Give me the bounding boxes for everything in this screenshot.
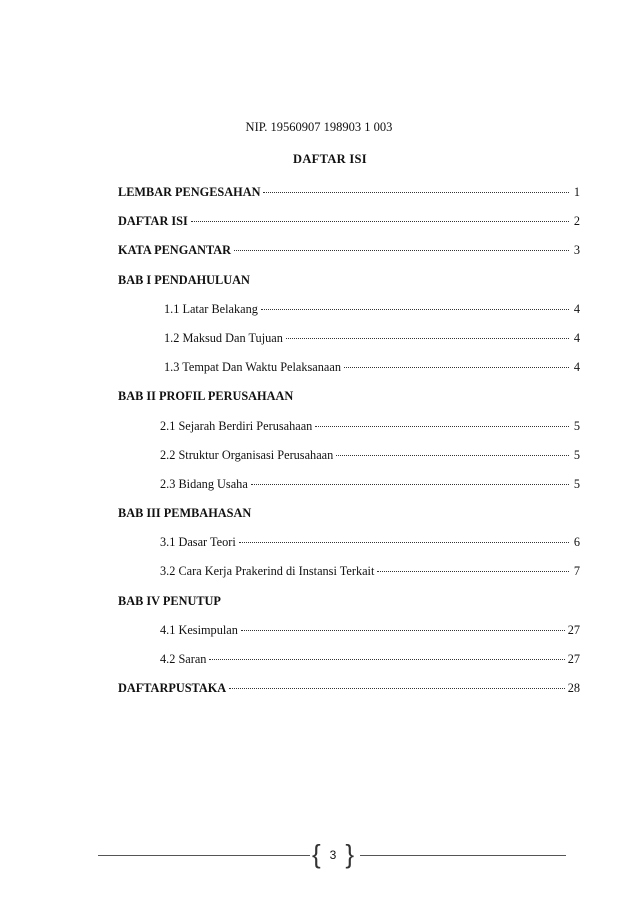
toc-leader-dots: [261, 309, 569, 310]
toc-entry-label: 2.3 Bidang Usaha: [160, 476, 248, 491]
toc-leader-dots: [286, 338, 569, 339]
toc-entry-page: 27: [567, 622, 580, 637]
toc-leader-dots: [234, 250, 569, 251]
toc-leader-dots: [344, 367, 569, 368]
footer-rule-right: [360, 855, 566, 856]
toc-entry-page: 5: [573, 476, 580, 491]
toc-entry: [118, 616, 580, 645]
toc-entry-label: 2.2 Struktur Organisasi Perusahaan: [160, 447, 334, 462]
toc-entry-label: 3.2 Cara Kerja Prakerind di Instansi Terkait: [160, 564, 375, 579]
toc-entry-label: 1.3 Tempat Dan Waktu Pelaksanaan: [164, 360, 341, 375]
toc-entry-label: DAFTAR ISI: [118, 214, 188, 229]
right-brace-icon: }: [345, 839, 354, 869]
toc-entry-page: 27: [567, 652, 580, 666]
toc-entry: [118, 353, 580, 382]
nip-line: NIP. 19560907 198903 1 003: [245, 120, 393, 134]
toc-entry-label: LEMBAR PENGESAHAN: [118, 185, 261, 199]
toc-leader-dots: [191, 221, 569, 222]
left-brace-icon: {: [312, 839, 321, 869]
toc-entry: [118, 470, 580, 499]
toc-leader-dots: [241, 630, 565, 631]
footer-rule-left: [98, 855, 310, 856]
toc-entry: [118, 412, 580, 441]
toc-entry: [118, 499, 580, 528]
toc-entry: [118, 236, 580, 265]
toc-entry-label: 3.1 Dasar Teori: [160, 535, 236, 550]
toc-entry: [118, 528, 580, 557]
toc-entry-label: BAB IV PENUTUP: [118, 593, 221, 608]
toc-entry-label: DAFTARPUSTAKA: [118, 681, 227, 696]
toc-entry-page: 4: [573, 301, 580, 316]
toc-leader-dots: [315, 426, 569, 427]
toc-entry-page: 2: [573, 214, 580, 229]
toc-entry: [118, 645, 580, 674]
toc-entry: [118, 441, 580, 470]
toc-entry-label: KATA PENGANTAR: [118, 243, 232, 258]
toc-leader-dots: [229, 688, 565, 689]
toc-leader-dots: [239, 542, 569, 543]
toc-entry-label: BAB I PENDAHULUAN: [118, 272, 250, 287]
toc-leader-dots: [209, 659, 564, 660]
toc-entry-label: 1.1 Latar Belakang: [164, 301, 258, 316]
table-of-contents: [118, 178, 580, 703]
toc-entry: [118, 382, 580, 411]
toc-entry-page: 4: [573, 360, 580, 375]
toc-entry-page: 6: [573, 535, 580, 550]
toc-entry-label: BAB II PROFIL PERUSAHAAN: [118, 389, 294, 404]
toc-leader-dots: [336, 455, 569, 456]
toc-entry: [118, 207, 580, 236]
toc-entry-label: 2.1 Sejarah Berdiri Perusahaan: [160, 418, 313, 433]
toc-entry: [118, 266, 580, 295]
toc-leader-dots: [251, 484, 569, 485]
toc-entry-label: 4.1 Kesimpulan: [160, 622, 238, 637]
toc-entry: [118, 674, 580, 703]
toc-entry-page: 7: [573, 564, 580, 579]
page-title: DAFTAR ISI: [293, 152, 367, 166]
toc-entry-label: BAB III PEMBAHASAN: [118, 506, 252, 521]
toc-leader-dots: [377, 571, 569, 572]
toc-entry-page: 5: [573, 447, 580, 462]
toc-entry: [118, 295, 580, 324]
toc-entry-label: 1.2 Maksud Dan Tujuan: [164, 330, 283, 345]
toc-leader-dots: [263, 192, 569, 193]
toc-entry: [118, 557, 580, 586]
toc-entry-page: 3: [573, 243, 580, 258]
toc-entry-page: 28: [567, 681, 580, 696]
footer-page-number: [312, 840, 354, 870]
toc-entry-page: 5: [573, 418, 580, 433]
toc-entry: [118, 587, 580, 616]
toc-entry: [118, 178, 580, 207]
page-number: 3: [329, 848, 337, 862]
toc-entry-page: 4: [573, 330, 580, 345]
toc-entry-label: 4.2 Saran: [160, 652, 207, 666]
toc-entry: [118, 324, 580, 353]
toc-entry-page: 1: [573, 185, 580, 199]
